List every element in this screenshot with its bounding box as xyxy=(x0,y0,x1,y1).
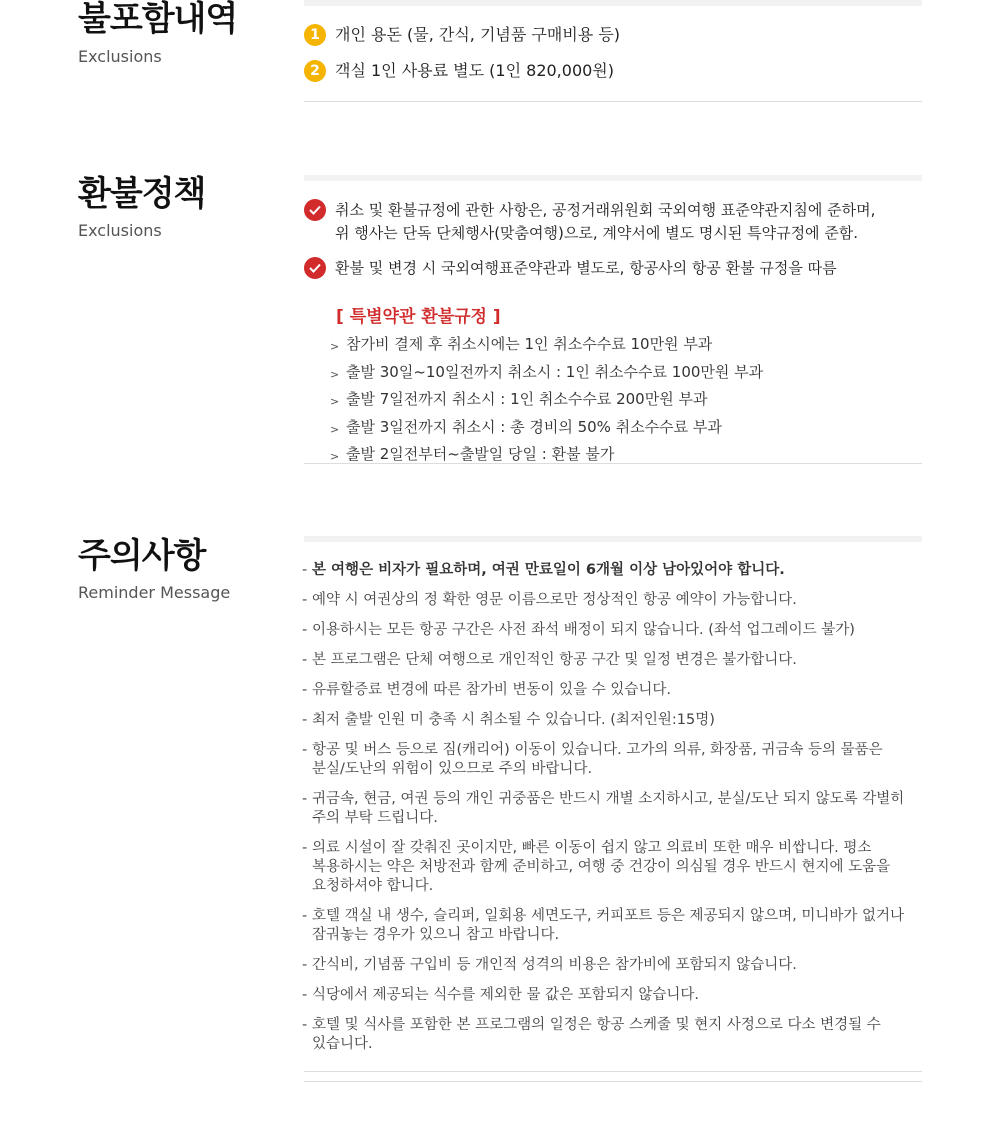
reminder-notes-list xyxy=(302,561,912,1065)
reminder-divider xyxy=(304,1071,922,1072)
list-item: - 본 프로그램은 단체 여행으로 개인적인 항공 구간 및 일정 변경은 불가합니다. xyxy=(302,652,797,668)
refund-policy-text: 취소 및 환불규정에 관한 사항은, 공정거래위원회 국외여행 표준약관지침에 준하며, 위 행사는 단독 단체행사(맞춤여행)으로, 계약서에 별도 명시된 특약규정에 준함. xyxy=(335,201,876,242)
list-item: - 최저 출발 인원 미 충족 시 취소될 수 있습니다. (최저인원:15명) xyxy=(302,712,715,728)
list-item: - 이용하시는 모든 항공 구간은 사전 좌석 배정이 되지 않습니다. (좌석 업그레이드 불가) xyxy=(302,622,855,638)
refund-policy-item xyxy=(304,257,837,280)
refund-title: 환불정책 xyxy=(78,174,206,214)
exclusions-divider xyxy=(304,101,922,102)
exclusions-top-bar xyxy=(304,0,922,6)
reminder-bottom-divider xyxy=(304,1081,922,1082)
list-item: - 간식비, 기념품 구입비 등 개인적 성격의 비용은 참가비에 포함되지 않습니다. xyxy=(302,957,797,973)
list-item: > 출발 2일전부터~출발일 당일 : 환불 불가 xyxy=(330,441,763,469)
refund-subtitle: Exclusions xyxy=(78,221,162,240)
special-terms-title: [ 특별약관 환불규정 ] xyxy=(336,307,501,327)
number-badge-icon: 2 xyxy=(304,60,326,82)
exclusion-item-text: 개인 용돈 (물, 간식, 기념품 구매비용 등) xyxy=(335,25,621,44)
refund-policy-item xyxy=(304,199,875,245)
reminder-title: 주의사항 xyxy=(78,536,206,576)
list-item: - 식당에서 제공되는 식수를 제외한 물 값은 포함되지 않습니다. xyxy=(302,987,700,1003)
exclusion-item xyxy=(304,24,620,46)
list-item: > 출발 3일전까지 취소시 : 총 경비의 50% 취소수수료 부과 xyxy=(330,414,763,442)
check-icon xyxy=(304,199,326,221)
reminder-subtitle: Reminder Message xyxy=(78,583,231,602)
reminder-top-bar xyxy=(304,536,922,542)
list-item: > 참가비 결제 후 취소시에는 1인 취소수수료 10만원 부과 xyxy=(330,331,763,359)
exclusions-title: 불포함내역 xyxy=(78,0,238,39)
chevron-right-icon: > xyxy=(330,340,340,353)
number-badge-icon: 1 xyxy=(304,24,326,46)
list-item: - 예약 시 여권상의 정 확한 영문 이름으로만 정상적인 항공 예약이 가능합니다. xyxy=(302,592,797,608)
list-item: - 본 여행은 비자가 필요하며, 여권 만료일이 6개월 이상 남아있어야 합니다. xyxy=(302,562,785,578)
list-item: > 출발 30일~10일전까지 취소시 : 1인 취소수수료 100만원 부과 xyxy=(330,359,763,387)
check-icon xyxy=(304,257,326,279)
chevron-right-icon: > xyxy=(330,422,340,436)
chevron-right-icon: > xyxy=(330,450,340,464)
list-item: > 출발 7일전까지 취소시 : 1인 취소수수료 200만원 부과 xyxy=(330,386,763,414)
list-item: - 유류할증료 변경에 따른 참가비 변동이 있을 수 있습니다. xyxy=(302,682,672,698)
chevron-right-icon: > xyxy=(330,395,340,409)
refund-policy-text: 환불 및 변경 시 국외여행표준약관과 별도로, 항공사의 항공 환불 규정을 따름 xyxy=(335,259,837,277)
special-terms-list xyxy=(330,331,763,469)
chevron-right-icon: > xyxy=(330,367,340,381)
list-item: - 호텔 객실 내 생수, 슬리퍼, 일회용 세면도구, 커피포트 등은 제공되지 않으며, 미니바가 없거나 잠궈놓는 경우가 있으니 참고 바랍니다. xyxy=(302,908,905,943)
refund-divider xyxy=(304,463,922,464)
list-item: - 의료 시설이 잘 갖춰진 곳이지만, 빠른 이동이 쉽지 않고 의료비 또한 매우 비쌉니다. 평소 복용하시는 약은 처방전과 함께 준비하고, 여행 중 건강이 의심될 경우 반드시 현지에 도움을 요청하셔야 합니다. xyxy=(302,840,891,894)
list-item: - 항공 및 버스 등으로 짐(캐리어) 이동이 있습니다. 고가의 의류, 화장품, 귀금속 등의 물품은 분실/도난의 위험이 있으므로 주의 바랍니다. xyxy=(302,742,883,777)
exclusions-subtitle: Exclusions xyxy=(78,47,162,66)
list-item: - 호텔 및 식사를 포함한 본 프로그램의 일정은 항공 스케줄 및 현지 사정으로 다소 변경될 수 있습니다. xyxy=(302,1017,881,1052)
refund-top-bar xyxy=(304,175,922,181)
list-item: - 귀금속, 현금, 여권 등의 개인 귀중품은 반드시 개별 소지하시고, 분실/도난 되지 않도록 각별히 주의 부탁 드립니다. xyxy=(302,791,905,826)
exclusion-item xyxy=(304,60,614,82)
exclusion-item-text: 객실 1인 사용료 별도 (1인 820,000원) xyxy=(335,61,614,80)
